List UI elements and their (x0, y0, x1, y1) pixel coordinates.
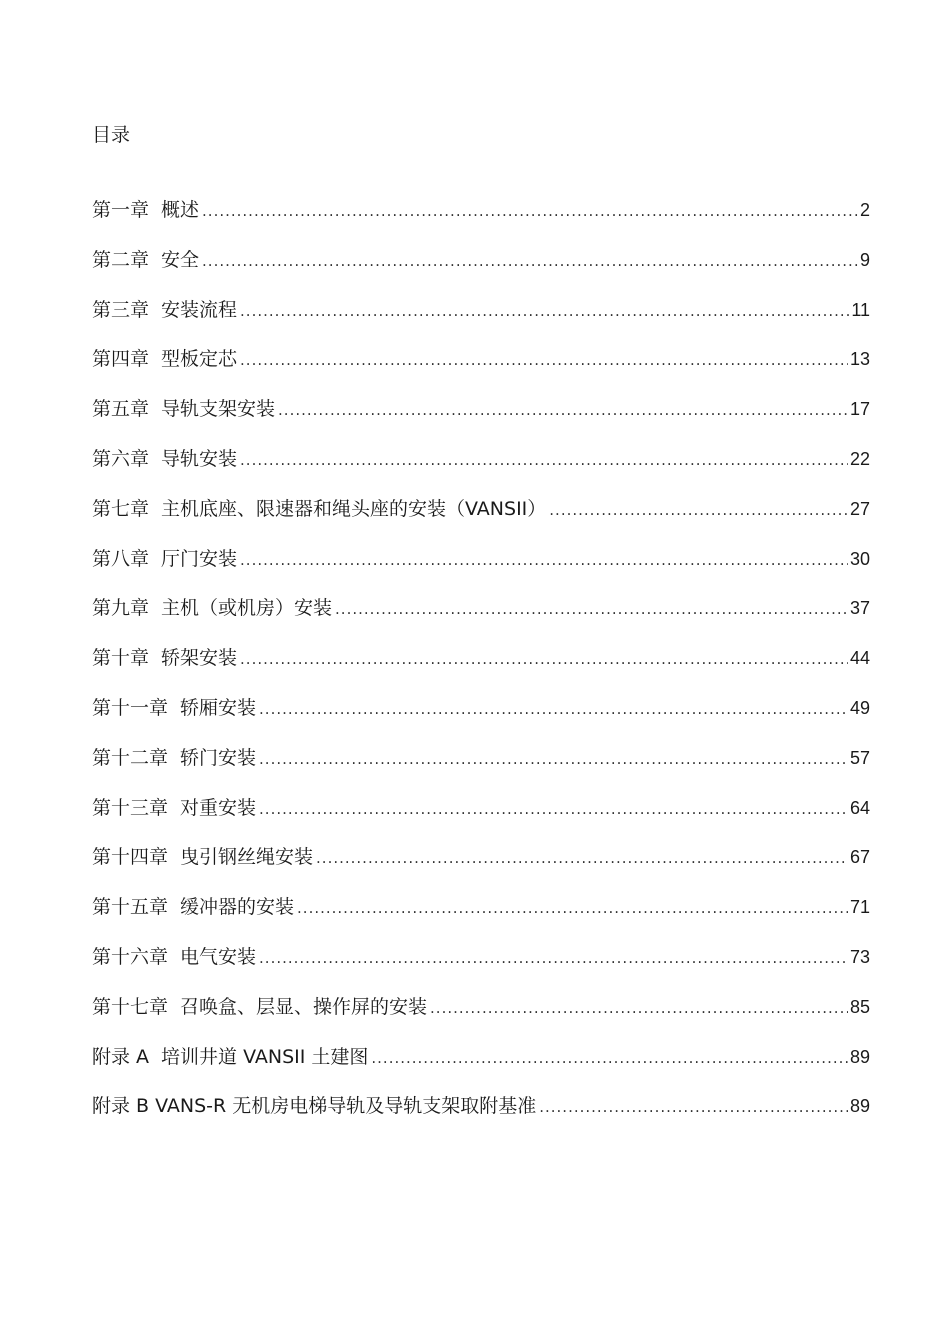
toc-entry-chapter: 第七章 (92, 497, 150, 520)
toc-entry-page: 37 (849, 598, 870, 619)
toc-entry-label (92, 794, 256, 822)
toc-entry[interactable] (92, 345, 870, 395)
toc-entry[interactable] (92, 545, 870, 595)
toc-leader-dots (316, 844, 848, 872)
toc-entry-page: 49 (849, 697, 870, 718)
toc-entry[interactable] (92, 644, 870, 694)
toc-entry-title: 曳引钢丝绳安装 (180, 846, 314, 869)
toc-entry-title: 缓冲器的安装 (180, 896, 295, 919)
toc-entry-label (92, 1043, 368, 1071)
toc-entry-label (92, 1092, 536, 1120)
toc-entry[interactable] (92, 594, 870, 644)
toc-entry-page: 11 (851, 299, 870, 320)
toc-entry-label (92, 594, 332, 622)
toc-entry-title: 主机（或机房）安装 (161, 597, 333, 620)
toc-entry-title: 型板定芯 (161, 348, 238, 371)
toc-entry-chapter: 第十章 (92, 647, 150, 670)
toc-entry-page: 57 (849, 747, 870, 768)
toc-entry[interactable] (92, 943, 870, 993)
toc-entry-title: 电气安装 (180, 945, 257, 968)
toc-entry-title: 安全 (161, 248, 200, 271)
toc-leader-dots (259, 944, 848, 972)
toc-title: 目录 (92, 124, 131, 146)
toc-entry-label (92, 196, 199, 224)
toc-entry-label (92, 246, 199, 274)
toc-entry[interactable] (92, 694, 870, 744)
toc-entry-title: VANS-R 无机房电梯导轨及导轨支架取附基准 (155, 1095, 537, 1118)
toc-leader-dots (240, 297, 849, 325)
toc-entry-chapter: 第三章 (92, 298, 150, 321)
toc-entry-title: 轿门安装 (180, 746, 257, 769)
toc-leader-dots (539, 1093, 848, 1121)
toc-leader-dots (240, 645, 848, 673)
toc-entry-page: 67 (849, 847, 870, 868)
toc-entry-page: 13 (849, 349, 870, 370)
toc-leader-dots (430, 994, 848, 1022)
toc-entry[interactable] (92, 296, 870, 346)
toc-entry[interactable] (92, 893, 870, 943)
toc-entry[interactable] (92, 794, 870, 844)
toc-leader-dots (297, 894, 848, 922)
toc-entry-title: 轿厢安装 (180, 696, 257, 719)
toc-entry-label (92, 296, 237, 324)
toc-entry-page: 9 (859, 249, 870, 270)
toc-entry-label (92, 345, 237, 373)
toc-entry[interactable] (92, 445, 870, 495)
toc-entry-chapter: 第二章 (92, 248, 150, 271)
toc-leader-dots (371, 1044, 848, 1072)
toc-entry-chapter: 附录 B (92, 1095, 150, 1118)
toc-entry-label (92, 395, 275, 423)
toc-entry[interactable] (92, 196, 870, 246)
toc-entry-label (92, 744, 256, 772)
toc-entry-page: 89 (849, 1046, 870, 1067)
toc-entry-chapter: 第十五章 (92, 896, 169, 919)
toc-list (92, 196, 870, 1142)
toc-leader-dots (259, 695, 848, 723)
toc-entry-title: 导轨支架安装 (161, 398, 276, 421)
toc-entry-label (92, 993, 427, 1021)
toc-entry-chapter: 第五章 (92, 398, 150, 421)
toc-entry-page: 85 (849, 996, 870, 1017)
toc-entry-label (92, 445, 237, 473)
toc-entry-page: 89 (849, 1096, 870, 1117)
toc-entry-title: 概述 (161, 199, 200, 221)
toc-entry-chapter: 第十三章 (92, 796, 169, 819)
toc-entry-label (92, 495, 546, 523)
toc-entry-title: 主机底座、限速器和绳头座的安装（VANSII） (161, 497, 547, 520)
toc-entry[interactable] (92, 744, 870, 794)
toc-leader-dots (202, 247, 858, 275)
toc-entry[interactable] (92, 1092, 870, 1142)
toc-entry-label (92, 893, 294, 921)
toc-entry-label (92, 694, 256, 722)
toc-entry-title: 对重安装 (180, 796, 257, 819)
toc-entry[interactable] (92, 495, 870, 545)
toc-entry-chapter: 第十二章 (92, 746, 169, 769)
toc-entry-label (92, 843, 313, 871)
toc-entry-chapter: 第十七章 (92, 995, 169, 1018)
toc-leader-dots (259, 745, 848, 773)
toc-entry[interactable] (92, 843, 870, 893)
toc-entry-label (92, 943, 256, 971)
toc-entry-page: 27 (849, 498, 870, 519)
toc-leader-dots (549, 496, 848, 524)
toc-entry-chapter: 第十一章 (92, 696, 169, 719)
toc-entry-page: 30 (849, 548, 870, 569)
toc-entry-chapter: 第十四章 (92, 846, 169, 869)
toc-entry-chapter: 附录 A (92, 1045, 150, 1068)
toc-entry[interactable] (92, 395, 870, 445)
toc-entry-title: 轿架安装 (161, 647, 238, 670)
toc-entry-title: 安装流程 (161, 298, 238, 321)
toc-entry-chapter: 第四章 (92, 348, 150, 371)
toc-entry-page: 73 (849, 946, 870, 967)
toc-entry-chapter: 第六章 (92, 447, 150, 470)
toc-entry-page: 2 (859, 200, 870, 220)
toc-entry-chapter: 第十六章 (92, 945, 169, 968)
toc-entry-title: 召唤盒、层显、操作屏的安装 (180, 995, 428, 1018)
toc-entry-title: 导轨安装 (161, 447, 238, 470)
toc-entry-label (92, 644, 237, 672)
toc-leader-dots (259, 795, 848, 823)
toc-leader-dots (240, 446, 848, 474)
toc-entry-chapter: 第一章 (92, 199, 150, 221)
toc-leader-dots (278, 396, 848, 424)
toc-leader-dots (240, 346, 848, 374)
toc-entry[interactable] (92, 1043, 870, 1093)
toc-entry-page: 22 (849, 448, 870, 469)
toc-entry[interactable] (92, 993, 870, 1043)
toc-entry[interactable] (92, 246, 870, 296)
toc-entry-title: 厅门安装 (161, 547, 238, 570)
toc-entry-chapter: 第八章 (92, 547, 150, 570)
toc-leader-dots (240, 546, 848, 574)
toc-entry-chapter: 第九章 (92, 597, 150, 620)
toc-entry-page: 64 (849, 797, 870, 818)
toc-entry-page: 71 (849, 897, 870, 918)
toc-entry-title: 培训井道 VANSII 土建图 (161, 1045, 369, 1068)
toc-entry-page: 17 (849, 399, 870, 420)
toc-entry-label (92, 545, 237, 573)
toc-entry-page: 44 (849, 648, 870, 669)
toc-leader-dots (335, 595, 848, 623)
toc-leader-dots (202, 197, 858, 225)
